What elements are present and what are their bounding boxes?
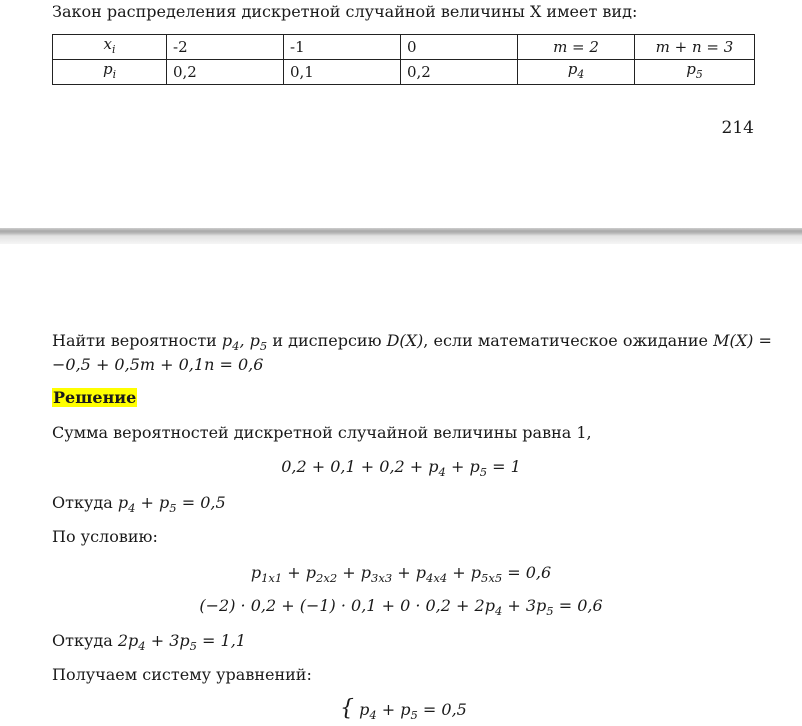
problem-text: и дисперсию bbox=[272, 331, 382, 350]
table-cell: $x_i$ bbox=[53, 35, 167, 60]
table-cell: 0,1 bbox=[284, 60, 401, 85]
condition-text: По условию: bbox=[52, 527, 158, 546]
solution-heading bbox=[52, 387, 137, 408]
whence-line-2 bbox=[52, 630, 246, 657]
table-cell: -1 bbox=[284, 35, 401, 60]
page-number: 214 bbox=[721, 118, 754, 138]
table-cell: m = 2 bbox=[518, 35, 635, 60]
table-cell: $p_4$ bbox=[518, 60, 635, 85]
equation-condition-2: $(-2) \cdot 0,2 + (-1) \cdot 0,1 + 0 \cdot 0,2 + 2p_4 + 3p_5 = 0,6$ bbox=[199, 596, 603, 619]
brace-icon: { bbox=[340, 696, 354, 721]
table-cell: 0 bbox=[401, 35, 518, 60]
intro-text: Закон распределения дискретной случайной величины Х имеет вид: bbox=[52, 2, 638, 21]
system-equation-1 bbox=[340, 698, 467, 726]
table-cell: 0,2 bbox=[167, 60, 284, 85]
problem-text: , если математическое ожидание bbox=[423, 331, 709, 350]
equation-condition-1: $p_{1x1} + p_{2x2} + p_{3x3} + p_{4x4} + p_{5x5} = 0,6$ bbox=[250, 563, 552, 586]
math-inline: $p_4 + p_5 = 0,5$ bbox=[117, 493, 226, 516]
problem-line-2: −0,5 + 0,5m + 0,1n = 0,6 bbox=[52, 355, 264, 374]
math-inline: D(X) bbox=[386, 331, 424, 350]
system-text: Получаем систему уравнений: bbox=[52, 665, 312, 684]
page-divider bbox=[0, 228, 802, 244]
solution-label: Решение bbox=[53, 388, 137, 407]
table-row-x bbox=[53, 35, 755, 60]
table-cell: m + n = 3 bbox=[635, 35, 755, 60]
table-cell: -2 bbox=[167, 35, 284, 60]
table-cell: $p_i$ bbox=[53, 60, 167, 85]
distribution-table bbox=[52, 34, 755, 85]
top-page bbox=[0, 0, 802, 228]
whence-label: Откуда bbox=[52, 631, 113, 650]
problem-text: Найти вероятности bbox=[52, 331, 217, 350]
math-inline: $2p_4 + 3p_5 = 1,1$ bbox=[117, 631, 246, 654]
math-inline: $p_4 + p_5 = 0,5$ bbox=[359, 700, 467, 723]
equation-sum: $0,2 + 0,1 + 0,2 + p_4 + p_5 = 1$ bbox=[281, 457, 521, 480]
sum-text: Сумма вероятностей дискретной случайной величины равна 1, bbox=[52, 423, 592, 442]
whence-line-1 bbox=[52, 492, 226, 519]
table-cell: 0,2 bbox=[401, 60, 518, 85]
whence-label: Откуда bbox=[52, 493, 113, 512]
math-inline: $p_4$, $p_5$ bbox=[221, 331, 268, 354]
table-row-p bbox=[53, 60, 755, 85]
math-inline: M(X) = bbox=[713, 331, 772, 350]
table-cell: $p_5$ bbox=[635, 60, 755, 85]
